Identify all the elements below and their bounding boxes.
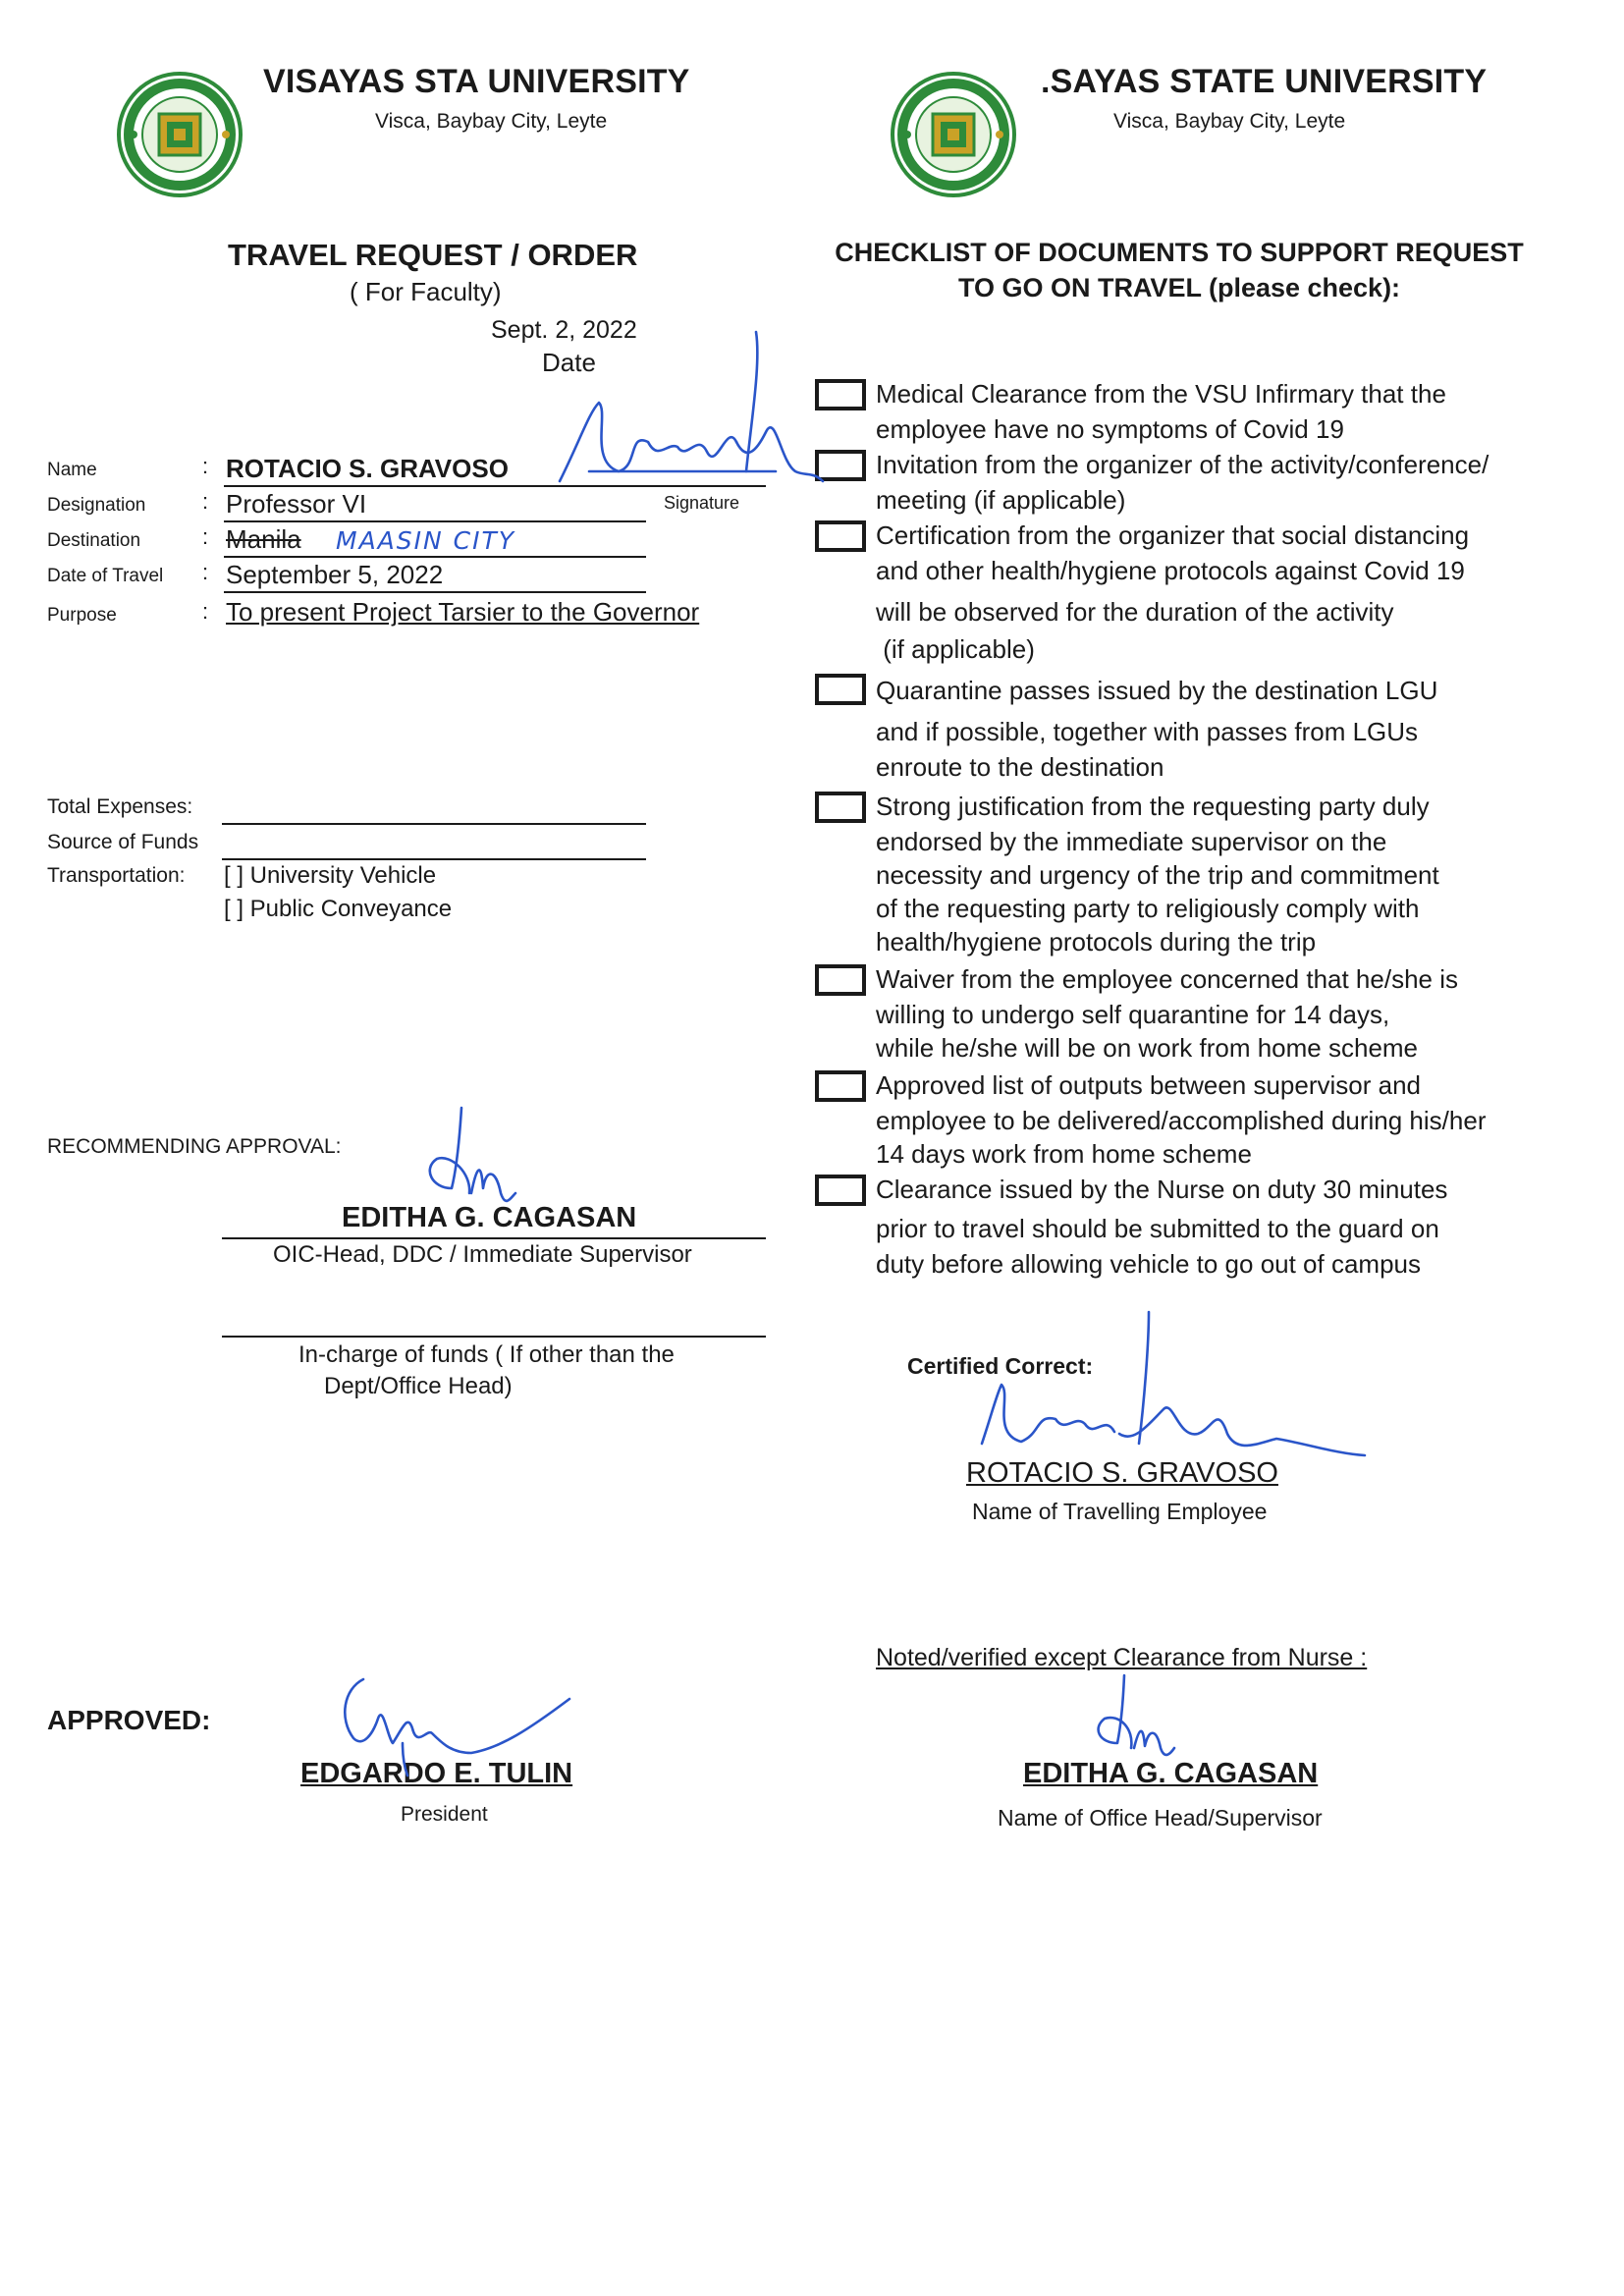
checklist-item-text: Medical Clearance from the VSU Infirmary that the <box>876 379 1446 409</box>
purpose-colon: : <box>202 599 209 624</box>
checklist-item-text: 14 days work from home scheme <box>876 1139 1252 1169</box>
purpose-label: Purpose <box>47 605 117 626</box>
date-value: Sept. 2, 2022 <box>491 316 637 344</box>
date-label: Date <box>542 348 596 377</box>
checklist-item-text: prior to travel should be submitted to the guard on <box>876 1214 1439 1243</box>
checklist-item-text: endorsed by the immediate supervisor on the <box>876 827 1387 856</box>
checklist-item-text: necessity and urgency of the trip and commitment <box>876 860 1439 890</box>
university-address-left: Visca, Baybay City, Leyte <box>375 110 608 133</box>
destination-colon: : <box>202 524 209 549</box>
date-travel-value: September 5, 2022 <box>226 560 444 589</box>
designation-value: Professor VI <box>226 489 367 519</box>
checklist-item-text: willing to undergo self quarantine for 14 days, <box>876 1000 1390 1029</box>
recommending-title: OIC-Head, DDC / Immediate Supervisor <box>273 1241 692 1268</box>
signature-gravoso-top <box>550 324 825 501</box>
approved-label: APPROVED: <box>47 1705 211 1735</box>
source-funds-line <box>222 858 646 860</box>
name-label: Name <box>47 460 97 480</box>
approved-title: President <box>401 1803 488 1826</box>
university-name-left: VISAYAS STA UNIVERSITY <box>263 63 690 100</box>
noted-label: Noted/verified except Clearance from Nurse : <box>876 1644 1368 1671</box>
signature-gravoso-certified <box>962 1306 1375 1473</box>
recommending-label: RECOMMENDING APPROVAL: <box>47 1135 342 1158</box>
checklist-item-text: Strong justification from the requesting party duly <box>876 792 1430 821</box>
checklist-item-text: Waiver from the employee concerned that he/she is <box>876 964 1458 994</box>
university-name-right: .SAYAS STATE UNIVERSITY <box>1041 63 1488 100</box>
form-title: TRAVEL REQUEST / ORDER <box>228 238 638 272</box>
designation-label: Designation <box>47 495 146 516</box>
date-travel-underline <box>224 591 646 593</box>
total-expenses-label: Total Expenses: <box>47 795 193 818</box>
name-colon: : <box>202 454 209 478</box>
name-value: ROTACIO S. GRAVOSO <box>226 454 509 483</box>
checklist-title-line2: TO GO ON TRAVEL (please check): <box>957 273 1401 302</box>
checklist-item-text: duty before allowing vehicle to go out of campus <box>876 1249 1422 1279</box>
checkbox-strong-justification[interactable] <box>815 792 866 823</box>
checklist-item-text: and other health/hygiene protocols against Covid 19 <box>876 556 1465 585</box>
recommending-name: EDITHA G. CAGASAN <box>342 1202 637 1233</box>
destination-handwritten: MAASIN CITY <box>336 526 516 555</box>
checklist-item-text: while he/she will be on work from home scheme <box>876 1033 1419 1063</box>
checkbox-quarantine-passes[interactable] <box>815 674 866 705</box>
university-address-right: Visca, Baybay City, Leyte <box>1113 110 1346 133</box>
checkbox-waiver[interactable] <box>815 964 866 996</box>
transportation-label: Transportation: <box>47 864 186 887</box>
checkbox-nurse-clearance[interactable] <box>815 1175 866 1206</box>
checklist-item-text: Invitation from the organizer of the activity/conference/ <box>876 450 1489 479</box>
source-funds-label: Source of Funds <box>47 831 199 853</box>
recommending-line <box>222 1237 766 1239</box>
funds-incharge-line <box>222 1336 766 1338</box>
designation-colon: : <box>202 489 209 514</box>
checklist-item-text: employee have no symptoms of Covid 19 <box>876 414 1344 444</box>
checklist-item-text: of the requesting party to religiously comply with <box>876 894 1420 923</box>
signature-tulin-approved <box>334 1660 589 1777</box>
destination-value-struck: Manila <box>226 524 301 554</box>
university-seal-right <box>890 71 1017 198</box>
certified-title: Name of Travelling Employee <box>972 1499 1268 1524</box>
checklist-item-text: (if applicable) <box>876 634 1035 664</box>
funds-incharge-line1: In-charge of funds ( If other than the <box>298 1341 675 1368</box>
transport-option-public: [ ] Public Conveyance <box>224 896 453 922</box>
approved-name: EDGARDO E. TULIN <box>300 1758 573 1789</box>
date-travel-colon: : <box>202 560 209 584</box>
checklist-item-text: employee to be delivered/accomplished during his/her <box>876 1106 1487 1135</box>
signature-label: Signature <box>664 493 740 513</box>
destination-underline <box>224 556 646 558</box>
noted-name: EDITHA G. CAGASAN <box>1023 1758 1319 1789</box>
checklist-item-text: Clearance issued by the Nurse on duty 30 minutes <box>876 1175 1448 1204</box>
checklist-item-text: Approved list of outputs between supervisor and <box>876 1070 1422 1100</box>
form-subtitle: ( For Faculty) <box>350 277 502 306</box>
checkbox-certification[interactable] <box>815 520 866 552</box>
checklist-item-text: enroute to the destination <box>876 752 1164 782</box>
designation-underline <box>224 520 646 522</box>
date-travel-label: Date of Travel <box>47 566 164 586</box>
destination-label: Destination <box>47 530 141 551</box>
checklist-item-text: will be observed for the duration of the activity <box>876 597 1394 627</box>
checklist-item-text: Certification from the organizer that social distancing <box>876 520 1470 550</box>
checklist-title-line1: CHECKLIST OF DOCUMENTS TO SUPPORT REQUEST <box>835 238 1524 267</box>
certified-label: Certified Correct: <box>907 1353 1094 1379</box>
purpose-value: To present Project Tarsier to the Governor <box>226 597 700 627</box>
certified-name: ROTACIO S. GRAVOSO <box>966 1457 1278 1489</box>
checkbox-approved-outputs[interactable] <box>815 1070 866 1102</box>
checklist-item-text: Quarantine passes issued by the destination LGU <box>876 676 1438 705</box>
checklist-item-text: and if possible, together with passes from LGUs <box>876 717 1419 746</box>
checklist-item-text: health/hygiene protocols during the trip <box>876 927 1317 957</box>
noted-title: Name of Office Head/Supervisor <box>998 1805 1323 1831</box>
transport-option-university: [ ] University Vehicle <box>224 862 437 889</box>
total-expenses-line <box>222 823 646 825</box>
university-seal-left <box>116 71 244 198</box>
signature-cagasan-recommending <box>412 1100 530 1218</box>
signature-cagasan-noted <box>1080 1669 1188 1768</box>
funds-incharge-line2: Dept/Office Head) <box>324 1373 513 1399</box>
checklist-item-text: meeting (if applicable) <box>876 485 1126 515</box>
